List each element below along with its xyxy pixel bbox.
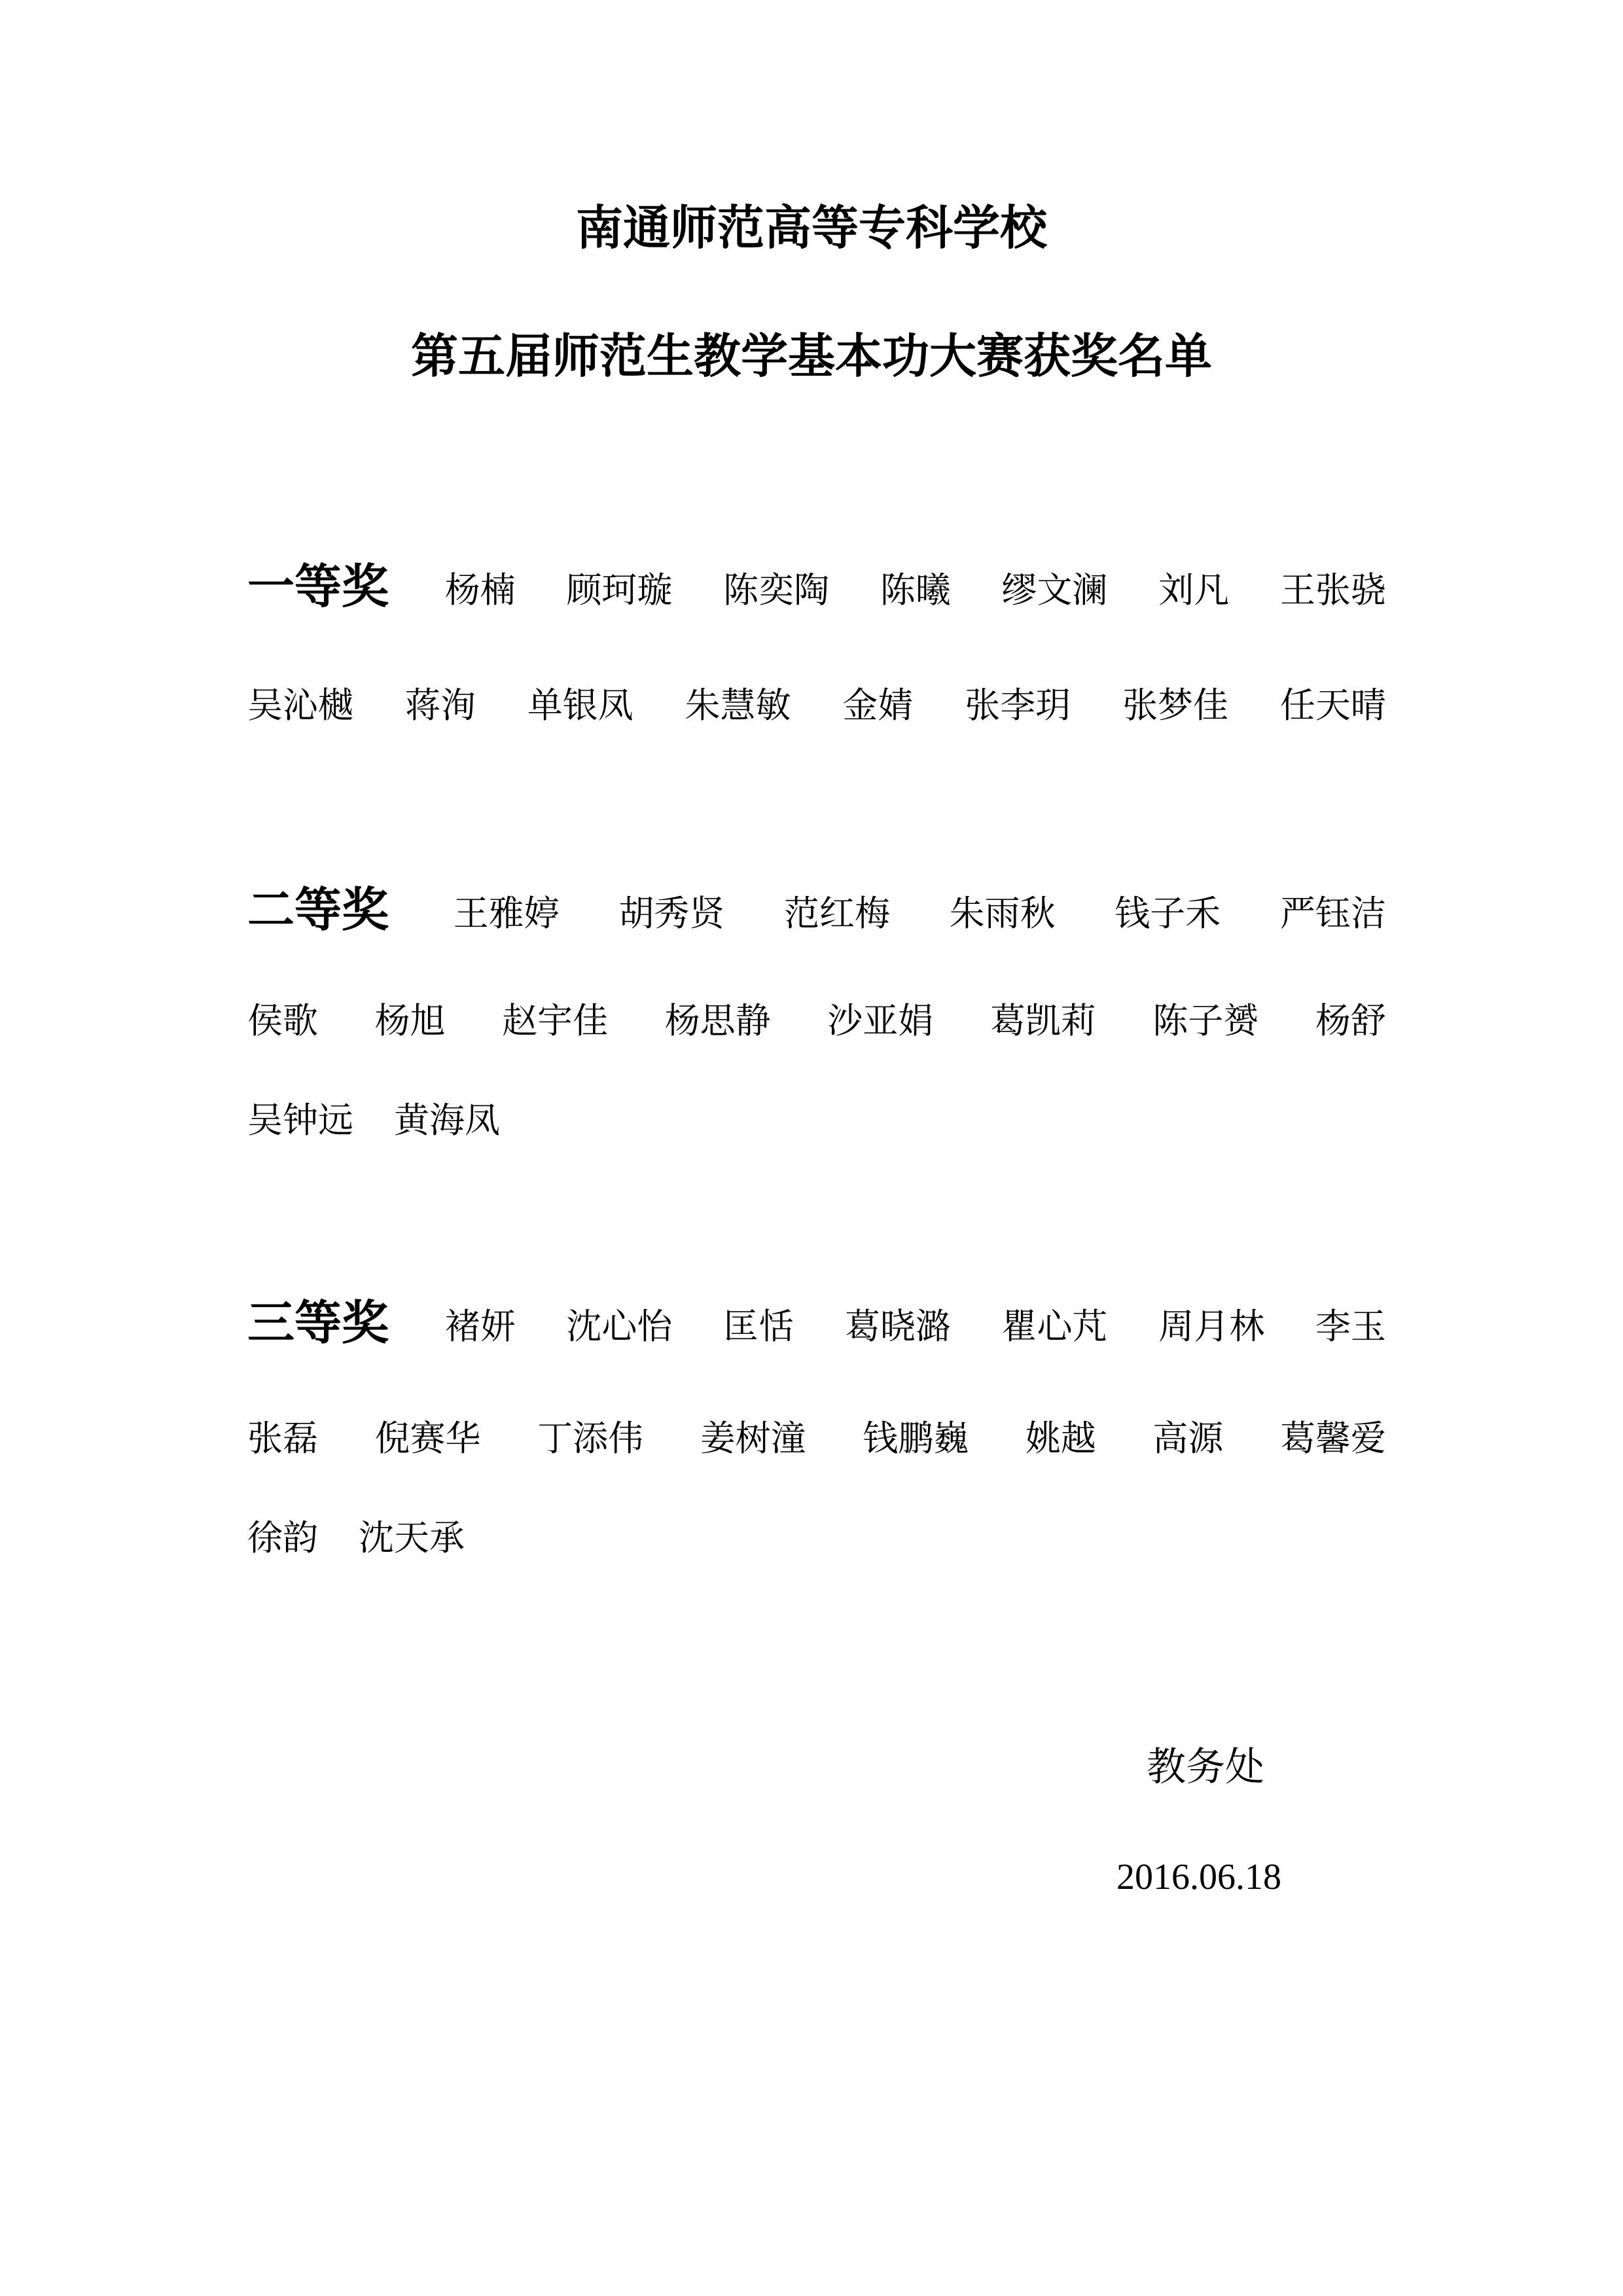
first-prize-line-1 (247, 558, 1386, 614)
winner-name: 范红梅 (783, 893, 890, 934)
first-prize-line-2 (247, 686, 1386, 725)
winner-name: 瞿心芃 (1001, 1306, 1108, 1347)
winner-name: 钱鹏巍 (863, 1418, 969, 1459)
winner-name: 葛凯莉 (990, 1000, 1096, 1041)
winner-name: 赵宇佳 (502, 1000, 609, 1041)
winner-name: 杨楠 (444, 569, 516, 611)
winner-name: 徐韵 (247, 1517, 318, 1558)
second-prize-line-3 (247, 1101, 1386, 1140)
winner-name: 沈天承 (359, 1517, 465, 1558)
winner-name: 姚越 (1025, 1418, 1096, 1459)
winner-name: 胡秀贤 (618, 893, 725, 934)
winner-name: 任天晴 (1279, 685, 1386, 726)
winner-name: 周月林 (1158, 1306, 1265, 1347)
school-title: 南通师范高等专科学校 (575, 200, 1047, 255)
winner-name: 吴钟远 (247, 1100, 353, 1141)
winner-name: 钱子禾 (1115, 893, 1221, 934)
winner-name: 李玉 (1315, 1306, 1386, 1347)
second-prize-line-2 (247, 1001, 1386, 1041)
winner-name: 褚妍 (444, 1306, 516, 1347)
winner-name: 杨舒 (1315, 1000, 1386, 1041)
winner-name: 倪赛华 (374, 1418, 481, 1459)
winner-name: 高源 (1152, 1418, 1224, 1459)
winner-name: 黄海凤 (394, 1100, 500, 1141)
first-prize-label: 一等奖 (247, 558, 389, 614)
winner-name: 陈奕陶 (723, 569, 830, 611)
third-prize-line-2 (247, 1419, 1386, 1458)
winner-name: 匡恬 (723, 1306, 794, 1347)
winner-name: 陈曦 (880, 569, 951, 611)
winner-name: 沈心怡 (566, 1306, 673, 1347)
winner-name: 刘凡 (1158, 569, 1230, 611)
winner-name: 单银凤 (527, 685, 633, 726)
winner-name: 蒋洵 (404, 685, 476, 726)
winner-name: 丁添伟 (537, 1418, 644, 1459)
second-prize-line-1 (247, 882, 1386, 937)
winner-name: 陈子赟 (1152, 1000, 1259, 1041)
issuing-office: 教务处 (1147, 1744, 1264, 1790)
winner-name: 王张骁 (1279, 569, 1386, 611)
winner-name: 杨旭 (374, 1000, 446, 1041)
third-prize-line-3 (247, 1518, 1386, 1558)
winner-name: 葛馨爱 (1279, 1418, 1386, 1459)
third-prize-label: 三等奖 (247, 1295, 389, 1350)
winner-name: 顾珂璇 (566, 569, 673, 611)
third-prize-line-1 (247, 1295, 1386, 1350)
winner-name: 朱雨秋 (949, 893, 1056, 934)
winner-name: 吴沁樾 (247, 685, 353, 726)
winner-name: 侯歌 (247, 1000, 318, 1041)
winner-name: 缪文澜 (1001, 569, 1108, 611)
second-prize-label: 二等奖 (247, 882, 389, 937)
winner-name: 杨思静 (664, 1000, 771, 1041)
winner-name: 张李玥 (965, 685, 1071, 726)
winner-name: 沙亚娟 (827, 1000, 934, 1041)
winner-name: 朱慧敏 (685, 685, 791, 726)
winner-name: 金婧 (842, 685, 914, 726)
winner-name: 严钰洁 (1279, 893, 1386, 934)
issue-date: 2016.06.18 (1116, 1857, 1281, 1897)
winner-name: 葛晓潞 (844, 1306, 951, 1347)
winner-name: 张磊 (247, 1418, 318, 1459)
winner-name: 姜树潼 (700, 1418, 806, 1459)
winner-name: 张梦佳 (1122, 685, 1229, 726)
award-list-title: 第五届师范生教学基本功大赛获奖名单 (410, 328, 1212, 384)
winner-name: 王雅婷 (453, 893, 560, 934)
